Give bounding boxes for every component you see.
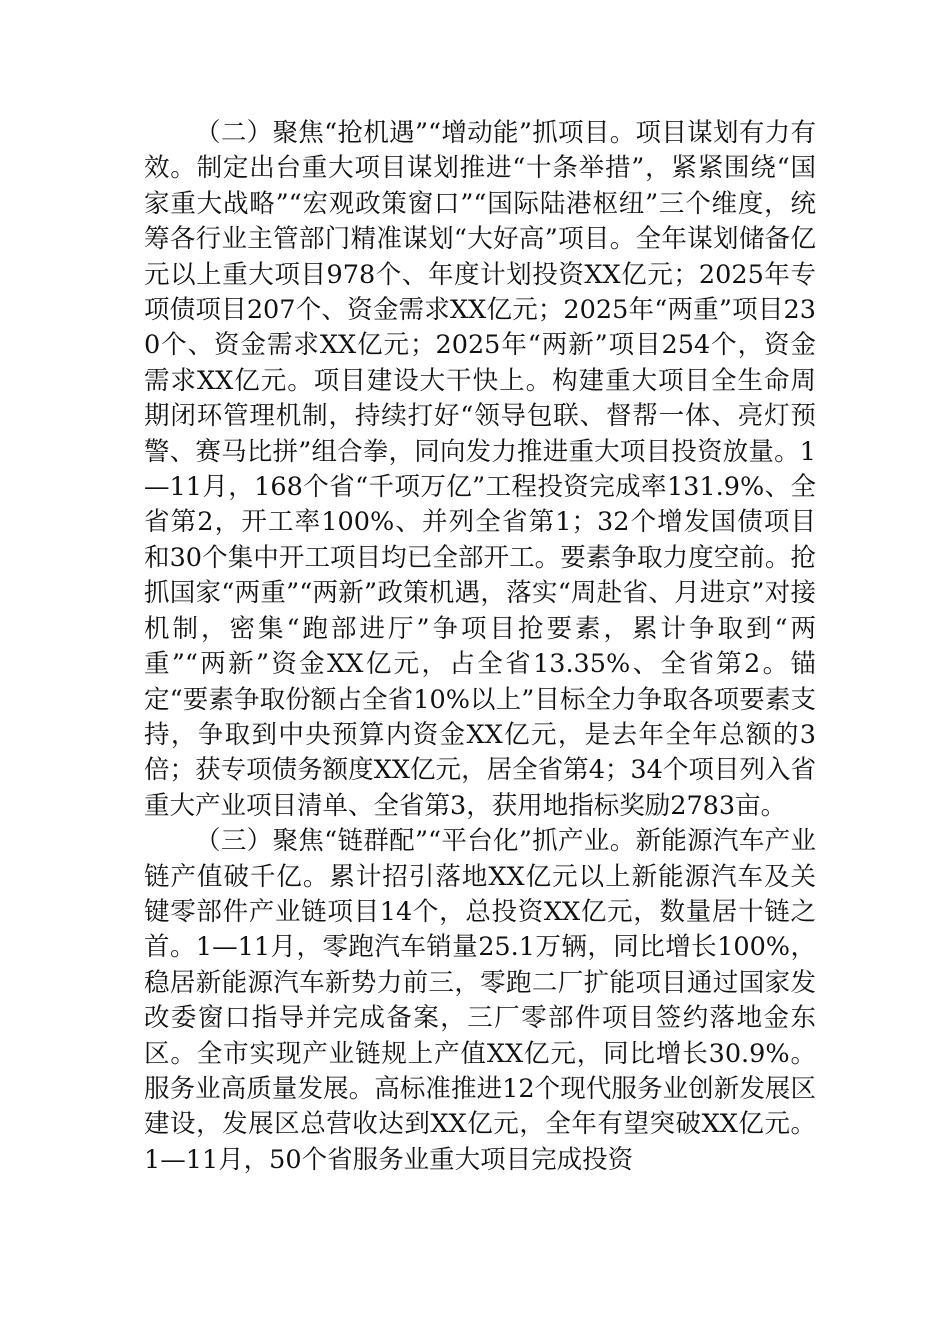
document-body bbox=[144, 116, 816, 1178]
paragraph-projects: （二）聚焦“抢机遇”“增动能”抓项目。项目谋划有力有效。制定出台重大项目谋划推进“十条举措”，紧紧围绕“国家重大战略”“宏观政策窗口”“国际陆港枢纽”三个维度，统筹各行业主管部门精准谋划“大好高”项目。全年谋划储备亿元以上重大项目978个、年度计划投资XX亿元；2025年专项债项目207个、资金需求XX亿元；2025年“两重”项目230个、资金需求XX亿元；2025年“两新”项目254个，资金需求XX亿元。项目建设大干快上。构建重大项目全生命周期闭环管理机制，持续打好“领导包联、督帮一体、亮灯预警、赛马比拼”组合拳，同向发力推进重大项目投资放量。1—11月，168个省“千项万亿”工程投资完成率131.9%、全省第2，开工率100%、并列全省第1；32个增发国债项目和30个集中开工项目均已全部开工。要素争取力度空前。抢抓国家“两重”“两新”政策机遇，落实“周赴省、月进京”对接机制，密集“跑部进厅”争项目抢要素，累计争取到“两重”“两新”资金XX亿元，占全省13.35%、全省第2。锚定“要素争取份额占全省10%以上”目标全力争取各项要素支持，争取到中央预算内资金XX亿元，是去年全年总额的3倍；获专项债务额度XX亿元，居全省第4；34个项目列入省重大产业项目清单、全省第3，获用地指标奖励2783亩。 bbox=[144, 118, 816, 821]
paragraph-industry: （三）聚焦“链群配”“平台化”抓产业。新能源汽车产业链产值破千亿。累计招引落地XX亿元以上新能源汽车及关键零部件产业链项目14个，总投资XX亿元，数量居十链之首。1—11月，零跑汽车销量25.1万辆，同比增长100%，稳居新能源汽车新势力前三，零跑二厂扩能项目通过国家发改委窗口指导并完成备案，三厂零部件项目签约落地金东区。全市实现产业链规上产值XX亿元，同比增长30.9%。服务业高质量发展。高标准推进12个现代服务业创新发展区建设，发展区总营收达到XX亿元，全年有望突破XX亿元。1—11月，50个省服务业重大项目完成投资 bbox=[144, 826, 816, 1175]
